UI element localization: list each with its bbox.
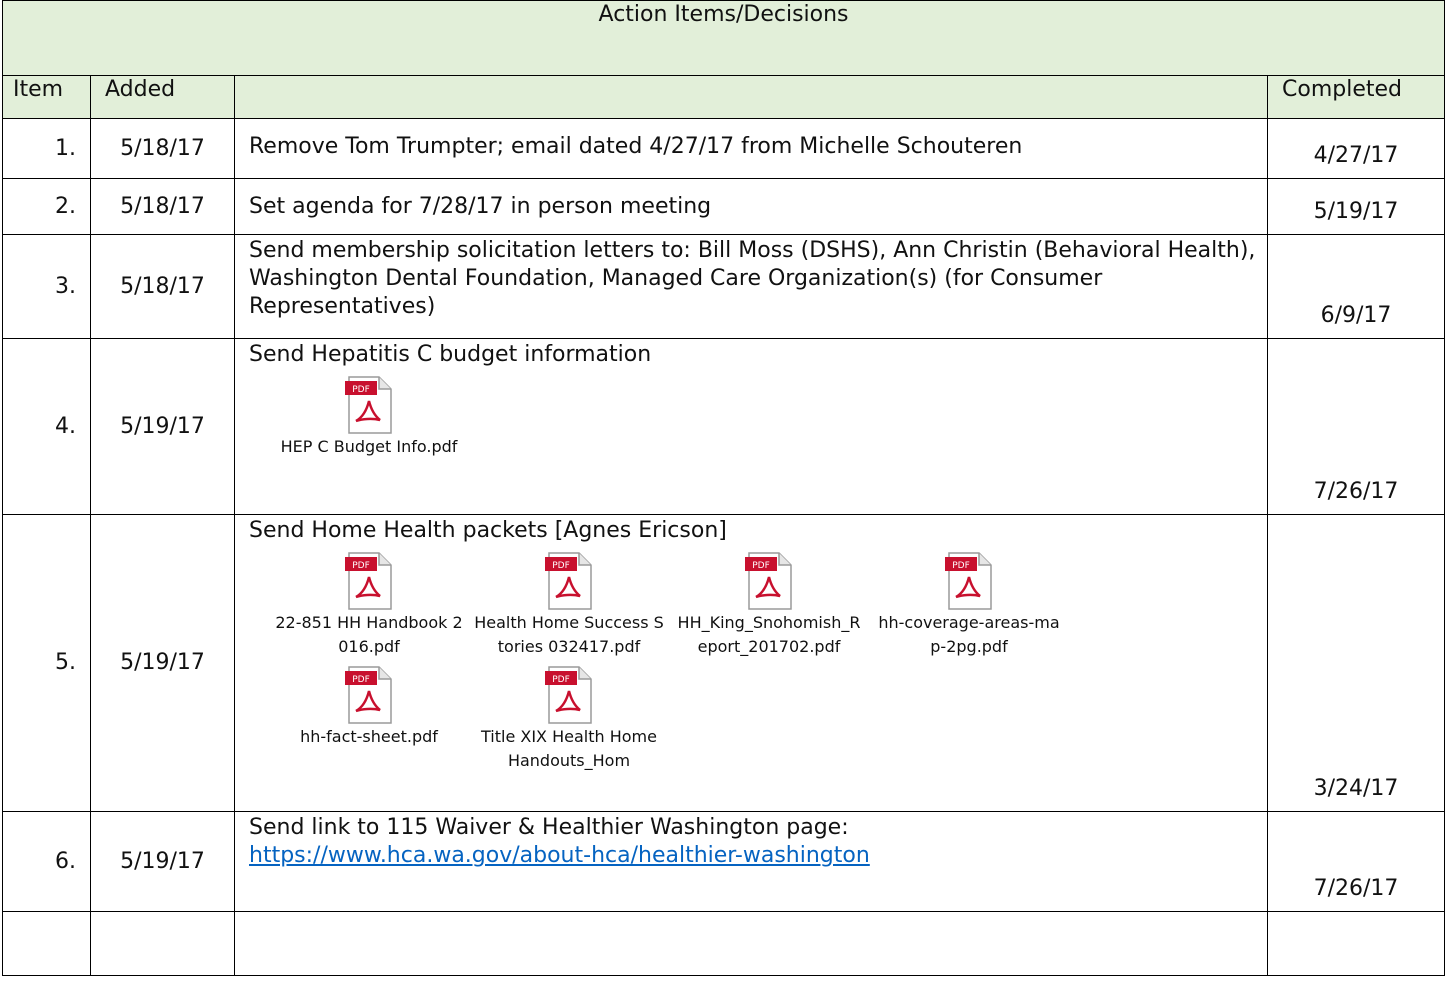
action-items-table	[2, 0, 1445, 976]
attachment-name: Health Home Success Stories 032417.pdf	[474, 613, 664, 656]
completed-date: 3/24/17	[1268, 515, 1445, 812]
added-date: 5/19/17	[91, 339, 235, 515]
completed-date: 4/27/17	[1268, 119, 1445, 179]
table-row	[3, 119, 1445, 179]
item-number: 3.	[3, 235, 91, 339]
item-description: Set agenda for 7/28/17 in person meeting	[235, 179, 1268, 235]
completed-date: 6/9/17	[1268, 235, 1445, 339]
completed-date: 5/19/17	[1268, 179, 1445, 235]
attachment-name: Title XIX Health Home Handouts_Hom	[481, 727, 657, 770]
added-date: 5/18/17	[91, 235, 235, 339]
pdf-file-icon	[345, 665, 393, 725]
item-description: Send Hepatitis C budget information PDF HEP C Budget Info.pdf	[235, 339, 1268, 515]
attachment-name: hh-fact-sheet.pdf	[300, 727, 438, 746]
pdf-file-icon	[945, 551, 993, 611]
pdf-file-icon	[345, 551, 393, 611]
header-description	[235, 76, 1268, 119]
pdf-file-icon	[745, 551, 793, 611]
table-title-row	[3, 1, 1445, 76]
header-completed: Completed	[1268, 76, 1445, 119]
svg-text:PDF: PDF	[352, 385, 370, 395]
pdf-file-icon	[345, 375, 393, 435]
item-description: Send membership solicitation letters to: Bill Moss (DSHS), Ann Christin (Behavioral Health), Washington Dental Foundation, Managed Care Organization(s) (for Consumer Representatives)	[235, 235, 1268, 339]
item-number: 4.	[3, 339, 91, 515]
pdf-attachment[interactable]	[869, 551, 1069, 659]
completed-date: 7/26/17	[1268, 339, 1445, 515]
item-description: Send Home Health packets [Agnes Ericson] PDF 22-851 HH Handbook 2016.pdf PDF Health Home Success Stories 032417.pdf PDF HH_King_Snohomish_Report_201702.pdf PDF hh-coverage-areas-map-2pg.pdf PDF hh-fact-sheet.pdf PDF Title XIX Health Home Handouts_Hom	[235, 515, 1268, 812]
attachment-name: 22-851 HH Handbook 2016.pdf	[275, 613, 463, 656]
svg-text:PDF: PDF	[552, 675, 570, 685]
table-title: Action Items/Decisions	[3, 1, 1445, 76]
added-date: 5/18/17	[91, 119, 235, 179]
pdf-attachment[interactable]	[269, 375, 469, 459]
added-date: 5/18/17	[91, 179, 235, 235]
attachment-name: HEP C Budget Info.pdf	[280, 437, 458, 456]
svg-text:PDF: PDF	[352, 675, 370, 685]
attachments	[249, 545, 1259, 773]
added-date	[91, 912, 235, 976]
added-date: 5/19/17	[91, 812, 235, 912]
table-row	[3, 179, 1445, 235]
attachments	[249, 369, 1259, 459]
added-date: 5/19/17	[91, 515, 235, 812]
item-description	[235, 912, 1268, 976]
item-description: Send link to 115 Waiver & Healthier Washington page: https://www.hca.wa.gov/about-hca/healthier-washington	[235, 812, 1268, 912]
table-row	[3, 339, 1445, 515]
attachment-name: hh-coverage-areas-map-2pg.pdf	[878, 613, 1060, 656]
healthier-washington-link[interactable]: https://www.hca.wa.gov/about-hca/healthier-washington	[249, 843, 870, 868]
pdf-attachment[interactable]	[269, 665, 469, 773]
pdf-attachment[interactable]	[469, 665, 669, 773]
pdf-file-icon	[545, 665, 593, 725]
table-header-row	[3, 76, 1445, 119]
item-number: 6.	[3, 812, 91, 912]
item-number: 2.	[3, 179, 91, 235]
svg-text:PDF: PDF	[752, 561, 770, 571]
svg-text:PDF: PDF	[352, 561, 370, 571]
item-number: 1.	[3, 119, 91, 179]
attachment-name: HH_King_Snohomish_Report_201702.pdf	[677, 613, 861, 656]
pdf-attachment[interactable]	[669, 551, 869, 659]
item-number	[3, 912, 91, 976]
pdf-file-icon	[545, 551, 593, 611]
table-row	[3, 812, 1445, 912]
svg-text:PDF: PDF	[552, 561, 570, 571]
item-description: Remove Tom Trumpter; email dated 4/27/17 from Michelle Schouteren	[235, 119, 1268, 179]
completed-date	[1268, 912, 1445, 976]
table-row	[3, 515, 1445, 812]
pdf-attachment[interactable]	[269, 551, 469, 659]
completed-date: 7/26/17	[1268, 812, 1445, 912]
header-item: Item	[3, 76, 91, 119]
header-added: Added	[91, 76, 235, 119]
item-number: 5.	[3, 515, 91, 812]
pdf-attachment[interactable]	[469, 551, 669, 659]
table-row	[3, 235, 1445, 339]
svg-text:PDF: PDF	[952, 561, 970, 571]
table-row	[3, 912, 1445, 976]
